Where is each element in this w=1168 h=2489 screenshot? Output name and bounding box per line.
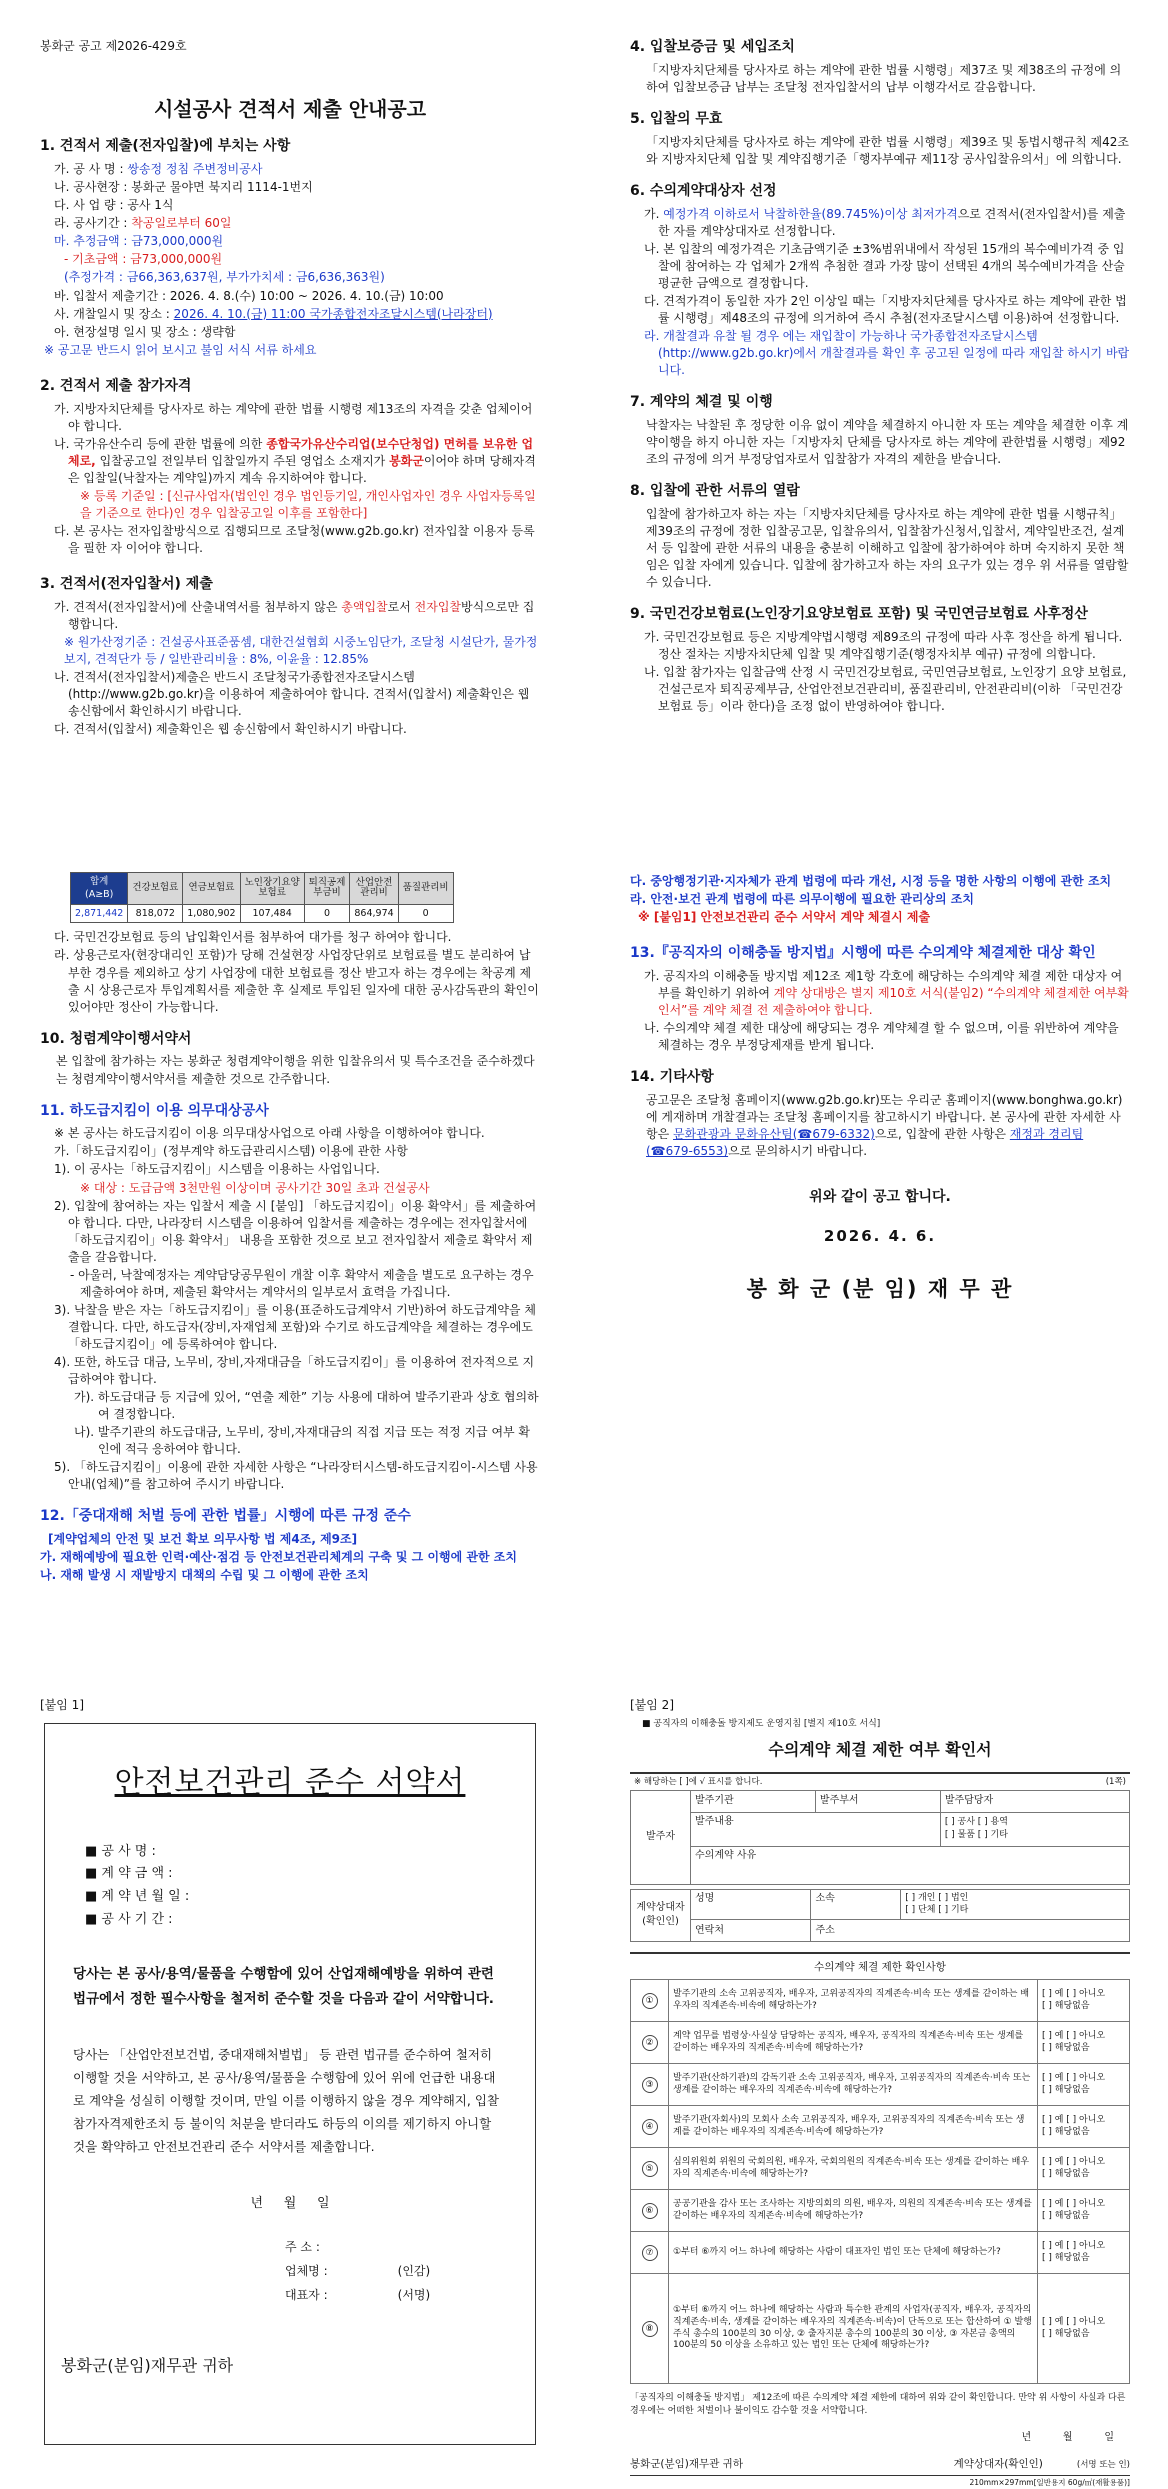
check-row [631,2190,1130,2232]
s10-heading: 10. 청렴계약이행서약서 [40,1030,192,1047]
doc-number: 봉화군 공고 제2026-429호 [40,39,187,53]
check-row-number: ④ [631,2106,669,2148]
check-row [631,2022,1130,2064]
att1-title: 안전보건관리 준수 서약서 [114,1765,466,1800]
s12-heading: 12.「중대재해 처벌 등에 관한 법률」시행에 따른 규정 준수 [40,1508,411,1525]
check-row-question: 발주기관의 소속 고위공직자, 배우자, 고위공직자의 직계존속·비속 또는 생계를 같이하는 배우자의 직계존속·비속에 해당하는가? [669,1980,1038,2022]
s12-f: ※ [붙임1] 안전보건관리 준수 서약서 계약 체결시 제출 [638,910,931,925]
s11-l4b: 나). 발주기관의 하도급대금, 노무비, 장비,자재대금의 직접 지급 또는 적정 지급 여부 확인에 적극 응하여야 합니다. [74,1424,531,1456]
att1-sign-block [285,2235,535,2307]
s12-e: 라. 안전·보건 관계 법령에 따른 의무이행에 필요한 관리상의 조치 [630,892,974,907]
fee-header: 퇴직공제 부금비 [304,873,350,905]
s1-d: 라. 공사기간 : 착공일로부터 60일 [54,216,232,231]
s12-b: 가. 재해예방에 필요한 인력·예산·점검 등 안전보건관리체계의 구축 및 그 이행에 관한 조치 [40,1549,517,1564]
s1-h: 바. 입찰서 제출기간 : 2026. 4. 8.(수) 10:00 ~ 2026. 4. 10.(금) 10:00 [54,288,444,303]
att1-date: 년 월 일 [250,2195,330,2211]
att1-p2: 당사는 「산업안전보건법, 중대재해처벌법」 등 관련 법규를 준수하여 철저히 이행할 것을 서약하고, 본 공사/용역/물품을 수행함에 있어 위에 언급한 내용대로 계약을 성실히 이행할 것이며, 만일 이를 이행하지 않을 경우 계약해지, 입찰참가자격제한조치 등 불이익 처분을 받더라도 하등의 이의를 제기하지 아니할 것을 확약하고 안전보건관리 준수 서약서를 제출합니다. [73,2046,499,2155]
att2-orderer-table [630,1790,1130,1885]
s1-c: 다. 사 업 량 : 공사 1식 [54,198,174,213]
att2-foot: 「공직자의 이해충돌 방지법」 제12조에 따른 수의계약 체결 제한에 대하여 위와 같이 확인합니다. 만약 위 사항이 사실과 다른 경우에는 어떠한 처벌이나 불이익도 감수할 것을 서약합니다. [630,2393,1126,2416]
att1-field: ■ 공 사 명 : [85,1843,156,1859]
check-row [631,2232,1130,2274]
check-row-number: ② [631,2022,669,2064]
att2-p3: 연락처 [691,1920,811,1942]
check-row-answer[interactable]: [ ] 예 [ ] 아니오 [ ] 해당없음 [1038,2232,1130,2274]
s8-text: 입찰에 참가하고자 하는 자는「지방자치단체를 당사자로 하는 계약에 관한 법률 시행규칙」제39조의 규정에 정한 입찰공고문, 입찰유의서, 입찰참가신청서,입찰서, 계약일반조건, 설계서 등 입찰에 관한 서류의 내용을 충분히 이해하고 입찰에 참가하여야 하며 숙지하지 못한 책임은 입찰 자에게 있습니다. 입찰에 참가하고자 하는 자의 요구가 있는 경우 위 서류를 열람할 수 있습니다. [646,506,1129,590]
att2-sub: 수의계약 체결 제한 확인사항 [630,1952,1130,1975]
s11-l4a: 가). 하도급대금 등 지급에 있어, “연출 제한” 기능 사용에 대하여 발주기관과 상호 협의하여 결정합니다. [74,1389,539,1421]
fee-header: 건강보험료 [128,873,183,905]
att2-oc: [ ] 공사 [ ] 용역 [ ] 물품 [ ] 기타 [940,1812,1129,1846]
right-col-2 [630,872,1130,1305]
att1-address: 주 소 : [285,2239,320,2254]
s13-heading: 13.『공직자의 이해충돌 방지법』시행에 따른 수의계약 체결제한 대상 확인 [630,945,1096,962]
fee-header: 연금보험료 [183,873,240,905]
check-row-question: 발주기관(산하기관)의 감독기관 소속 고위공직자, 배우자, 고위공직자의 직계존속·비속 또는 생계를 같이하는 배우자의 직계존속·비속에 해당하는가? [669,2064,1038,2106]
att2-party-table [630,1889,1130,1943]
s2-b-note: ※ 등록 기준일 : [신규사업자(법인인 경우 법인등기일, 개인사업자인 경우 사업자등록일을 기준으로 한다)인 경우 입찰공고일 이후를 포함한다] [80,488,536,520]
s1-g: (추정가격 : 금66,363,637원, 부가가치세 : 금6,636,363원) [64,270,385,285]
check-row-answer[interactable]: [ ] 예 [ ] 아니오 [ ] 해당없음 [1038,2022,1130,2064]
check-row-number: ③ [631,2064,669,2106]
s11-heading: 11. 하도급지킴이 이용 의무대상공사 [40,1102,269,1119]
check-row-number: ⑤ [631,2148,669,2190]
att2-mark-row [630,1772,1130,1790]
fee-header: 산업안전 관리비 [350,873,398,905]
s6-a: 가. 예정가격 이하로서 낙찰하한율(89.745%)이상 최저가격으로 견적서(전자입찰서)를 제출한 자를 계약상대자로 선정합니다. [644,206,1126,238]
fee-header-total: 합계 (A≥B) [71,873,128,905]
s2-b: 나. 국가유산수리 등에 관한 법률에 의한 종합국가유산수리업(보수단청업) 면허를 보유한 업체로, 입찰공고일 전일부터 입찰일까지 주된 영업소 소재지가 봉화군이어야 하며 당해자격은 입찰일(낙찰자는 계약일)까지 계속 유지하여야 합니다. [54,436,536,485]
s12-d: 다. 중앙행정기관·지자체가 관계 법령에 따라 개선, 시정 등을 명한 사항의 이행에 관한 조치 [630,874,1112,888]
fee-header: 품질관리비 [398,873,453,905]
att2-o3: 발주담당자 [940,1790,1129,1812]
att2-paper: 210mm×297mm[일반용지 60g/㎡(재활용품)] [969,2478,1130,2488]
s11-l5: 5). 「하도급지킴이」이용에 관한 자세한 사항은 “나라장터시스템-하도급지킴이-시스템 사용안내(업체)”를 참고하여 주시기 바랍니다. [54,1460,538,1492]
s9-c: 다. 국민건강보험료 등의 납입확인서를 첨부하여 대가를 청구 하여야 합니다. [54,930,452,945]
fee-header: 노인장기요양 보험료 [240,873,304,905]
closing-text: 위와 같이 공고 합니다. [809,1189,951,1206]
s14-text: 공고문은 조달청 홈페이지(www.g2b.go.kr)또는 우리군 홈페이지(www.bonghwa.go.kr)에 게재하며 개찰결과는 조달청 홈페이지를 참고하시기 바랍니다. 본 공사에 관한 자세한 사항은 문화관광과 문화유산팀(☎679-6332)으로, 입찰에 관한 사항은 재정과 경리팀(☎679-6553)으로 문의하시기 바랍니다. [646,1093,1123,1159]
check-row-question: 발주기관(자회사)의 모회사 소속 고위공직자, 배우자, 고위공직자의 직계존속·비속 또는 생계를 같이하는 배우자의 직계존속·비속에 해당하는가? [669,2106,1038,2148]
att2-signer: 계약상대자(확인인) (서명 또는 인) [953,2458,1130,2471]
s12-c: 나. 재해 발생 시 재발방지 대책의 수립 및 그 이행에 관한 조치 [40,1568,369,1583]
att2-o2: 발주부서 [815,1790,940,1812]
att2-p2: 소속 [811,1889,901,1920]
check-row-number: ⑧ [631,2274,669,2384]
check-row-number: ⑦ [631,2232,669,2274]
check-row-number: ⑥ [631,2190,669,2232]
att1-field: ■ 공 사 기 간 : [85,1911,173,1927]
s3-b: 나. 견적서(전자입찰서)제출은 반드시 조달청국가종합전자조달시스템(http://www.g2b.go.kr)을 이용하여 제출하여야 합니다. 견적서(입찰서) 제출확인은 웹 송신함에서 확인하시기 바랍니다. [54,669,530,718]
att1-field: ■ 계 약 금 액 : [85,1866,173,1882]
att1-field: ■ 계 약 년 월 일 : [85,1889,190,1905]
s11-l1-note: ※ 대상 : 도급금액 3천만원 이상이며 공사기간 30일 초과 건설공사 [80,1180,430,1195]
fee-cell: 107,484 [240,904,304,922]
check-row [631,2064,1130,2106]
doc-title: 시설공사 견적서 제출 안내공고 [153,97,427,122]
check-row-answer[interactable]: [ ] 예 [ ] 아니오 [ ] 해당없음 [1038,1980,1130,2022]
s6-c: 다. 견적가격이 동일한 자가 2인 이상일 때는「지방자치단체를 당사자로 하는 계약에 관한 법률 시행령」제48조의 규정에 의거하여 즉시 추첨(전자조달시스템 이용)하여 선정합니다. [644,293,1127,325]
att1-to: 봉화군(분임)재무관 귀하 [61,2355,234,2375]
att2-p4: 주소 [811,1920,1130,1942]
s10-text: 본 입찰에 참가하는 자는 봉화군 청렴계약이행을 위한 입찰유의서 및 특수조건을 준수하겠다는 청렴계약이행서약서를 제출한 것으로 간주합니다. [56,1054,535,1086]
s11-l2b: - 아울러, 낙찰예정자는 계약담당공무원이 개찰 이후 확약서 제출을 별도로 요구하는 경우 제출하여야 하며, 제출된 확약서는 계약서의 일부로서 효력을 가집니다. [70,1267,534,1299]
check-row-answer[interactable]: [ ] 예 [ ] 아니오 [ ] 해당없음 [1038,2274,1130,2384]
s11-l4: 4). 또한, 하도급 대금, 노무비, 장비,자재대금을「하도급지킴이」를 이용하여 전자적으로 지급하여야 합니다. [54,1354,535,1386]
s9-heading: 9. 국민건강보험료(노인장기요양보험료 포함) 및 국민연금보험료 사후정산 [630,606,1088,623]
check-row-answer[interactable]: [ ] 예 [ ] 아니오 [ ] 해당없음 [1038,2106,1130,2148]
left-col-2 [40,872,540,1585]
s13-a: 가. 공직자의 이해충돌 방지법 제12조 제1항 각호에 해당하는 수의계약 체결 제한 대상자 여부를 확인하기 위하여 계약 상대방은 별지 제10호 서식(붙임2) “수의계약 체결제한 여부확인서”를 계약 체결 전 제출하여야 합니다. [644,968,1129,1018]
att1-tag: [붙임 1] [40,1698,84,1712]
issuer: 봉 화 군 (분 임) 재 무 관 [746,1277,1014,1302]
att2-o1: 발주기관 [691,1790,816,1812]
s7-text: 낙찰자는 낙찰된 후 정당한 이유 없이 계약을 체결하지 아니한 자 또는 계약을 체결한 이후 계약이행을 하지 아니한 자는「지방자치 단체를 당사자로 하는 계약에 관한법률 시행령」제92조의 규정에 의거 부정당업자로서 입찰참가 자격의 제한을 받습니다. [646,417,1129,466]
right-col-1 [630,38,1130,716]
s3-a-note: ※ 원가산정기준 : 건설공사표준품셈, 대한건설협회 시중노임단가, 조달청 시설단가, 물가정보지, 견적단가 등 / 일반관리비율 : 8%, 이윤율 : 12.85% [64,634,538,666]
att2-orderer: 발주자 [631,1790,691,1884]
s4-text: 「지방자치단체를 당사자로 하는 계약에 관한 법률 시행령」제37조 및 제38조의 규정에 의하여 입찰보증금 납부는 조달청 전자입찰서의 납부 이행각서로 갈음합니다. [646,62,1122,94]
s1-i: 사. 개찰일시 및 장소 : 2026. 4. 10.(금) 11:00 국가종합전자조달시스템(나라장터) [54,306,493,321]
s14-heading: 14. 기타사항 [630,1069,714,1086]
check-row-number: ① [631,1980,669,2022]
att2-check-table [630,1979,1130,2384]
att2-o5: 수의계약 사유 [691,1846,1130,1884]
s1-k: ※ 공고문 반드시 읽어 보시고 불임 서식 서류 하세요 [44,342,317,357]
att1-firm: 업체명 : (인감) [285,2263,431,2278]
s1-e: 마. 추정금액 : 금73,000,000원 [54,234,224,249]
att2-mark: ※ 해당하는 [ ]에 √ 표시를 합니다. [634,1776,763,1787]
att2-o4: 발주내용 [691,1812,941,1846]
att1-p1: 당사는 본 공사/용역/물품을 수행함에 있어 산업재해예방을 위하여 관련 법규에서 정한 필수사항을 철저히 준수할 것을 다음과 같이 서약합니다. [73,1965,494,2008]
s1-f: - 기초금액 : 금73,000,000원 [64,252,223,267]
s13-b: 나. 수의계약 체결 제한 대상에 해당되는 경우 계약체결 할 수 없으며, 이를 위반하여 계약을 체결하는 경우 부정당제재를 받게 됩니다. [644,1021,1119,1053]
s11-a2: 가.「하도급지킴이」(정부계약 하도급관리시스템) 이용에 관한 사항 [54,1144,408,1159]
att2 [630,1697,1130,2489]
s1-a: 가. 공 사 명 : 쌍송정 정침 주변정비공사 [54,162,263,177]
check-row-question: 심의위원회 위원의 국회의원, 배우자, 국회의원의 직계존속·비속 또는 생계를 같이하는 배우자의 직계존속·비속에 해당하는가? [669,2148,1038,2190]
s5-text: 「지방자치단체를 당사자로 하는 계약에 관한 법률 시행령」제39조 및 동법시행규칙 제42조와 지방자치단체 입찰 및 계약집행기준「행자부예규 제11장 공사입찰유의서」에 의합니다. [646,134,1130,166]
s2-c: 다. 본 공사는 전자입찰방식으로 집행되므로 조달청(www.g2b.go.kr) 전자입찰 이용자 등록을 필한 자 이어야 합니다. [54,523,535,555]
att2-note: ■ 공직자의 이해충돌 방지제도 운영지침 [별지 제10호 서식] [642,1719,881,1730]
fee-cell: 818,072 [128,904,183,922]
check-row-question: ①부터 ⑥까지 어느 하나에 해당하는 사람이 대표자인 법인 또는 단체에 해당하는가? [669,2232,1038,2274]
s6-heading: 6. 수의계약대상자 선정 [630,182,777,199]
s11-l2: 2). 입찰에 참여하는 자는 입찰서 제출 시 [붙임] 「하도급지킴이」이용 확약서」를 제출하여야 합니다. 다만, 나라장터 시스템을 이용하여 입찰서를 제출하는 경우에는 전자입찰서에 「하도급지킴이」이용 확약서」 내용을 포함한 것으로 보고 전자입찰서 제출로 확약서 제출을 갈음합니다. [54,1198,537,1264]
s4-heading: 4. 입찰보증금 및 세입조치 [630,39,795,55]
att2-sign-row [630,2457,1130,2476]
att2-page: (1쪽) [1105,1776,1126,1787]
att2-party: 계약상대자 (확인인) [631,1889,691,1942]
check-row-answer[interactable]: [ ] 예 [ ] 아니오 [ ] 해당없음 [1038,2190,1130,2232]
s9-a: 가. 국민건강보험료 등은 지방계약법시행령 제89조의 규정에 따라 사후 정산을 하게 됩니다. 정산 절차는 지방자치단체 입찰 및 계약집행기준(행정자치부 예규) 규정에 의합니다. [644,629,1123,661]
check-row-answer[interactable]: [ ] 예 [ ] 아니오 [ ] 해당없음 [1038,2064,1130,2106]
fee-cell: 0 [398,904,453,922]
s1-heading: 1. 견적서 제출(전자입찰)에 부치는 사항 [40,138,291,155]
s3-heading: 3. 견적서(전자입찰서) 제출 [40,575,213,592]
att2-date: 년 월 일 [1021,2432,1114,2444]
fee-cell: 1,080,902 [183,904,240,922]
s7-heading: 7. 계약의 체결 및 이행 [630,394,773,411]
fee-table [70,872,454,923]
att2-tag: [붙임 2] [630,1698,674,1712]
att2-pc: [ ] 개인 [ ] 법인 [ ] 단체 [ ] 기타 [901,1889,1130,1920]
notice-date: 2026. 4. 6. [823,1227,937,1245]
s6-d: 라. 개찰결과 유찰 될 경우 에는 재입찰이 가능하나 국가종합전자조달시스템(http://www.g2b.go.kr)에서 개찰결과를 확인 후 공고된 일정에 따라 재입찰 하시기 바랍니다. [644,328,1130,378]
att2-to: 봉화군(분임)재무관 귀하 [630,2458,743,2471]
fee-cell: 864,974 [350,904,398,922]
att1-box [44,1723,536,2445]
check-row [631,2106,1130,2148]
check-row [631,2148,1130,2190]
s2-heading: 2. 견적서 제출 참가자격 [40,377,192,394]
s11-a: ※ 본 공사는 하도급지킴이 이용 의무대상사업으로 아래 사항을 이행하여야 합니다. [54,1126,485,1141]
s12-a: [계약업체의 안전 및 보건 확보 의무사항 법 제4조, 제9조] [48,1531,358,1546]
check-row [631,2274,1130,2384]
s11-l3: 3). 낙찰을 받은 자는「하도급지킴이」를 이용(표준하도급계약서 기반)하여 하도급계약을 체결합니다. 다만, 하도급자(장비,자재업체 포함)와 수기로 하도급계약을 체결하는 경우에도「하도급지킴이」에 등록하여야 합니다. [54,1302,536,1351]
check-row-answer[interactable]: [ ] 예 [ ] 아니오 [ ] 해당없음 [1038,2148,1130,2190]
check-row-question: 계약 업무를 법령상·사실상 담당하는 공직자, 배우자, 공직자의 직계존속·비속 또는 생계를 같이하는 배우자의 직계존속·비속에 해당하는가? [669,2022,1038,2064]
s2-a: 가. 지방자치단체를 당사자로 하는 계약에 관한 법률 시행령 제13조의 자격을 갖춘 업체이어야 합니다. [54,401,533,433]
att1-fields [85,1841,535,1932]
s1-j: 아. 현장설명 일시 및 장소 : 생략함 [54,324,236,339]
fee-cell-total: 2,871,442 [71,904,128,922]
s5-heading: 5. 입찰의 무효 [630,110,723,127]
left-col-1 [40,38,540,739]
att2-title: 수의계약 체결 제한 여부 확인서 [768,1739,992,1759]
s6-b: 나. 본 입찰의 예정가격은 기초금액기준 ±3%범위내에서 작성된 15개의 복수예비가격 중 입찰에 참여하는 각 업체가 2개씩 추첨한 결과 가장 많이 선택된 4개의 복수예비가격을 산술평균한 금액으로 결정합니다. [644,241,1125,290]
att1-rep: 대표자 : (서명) [285,2287,431,2302]
fee-cell: 0 [304,904,350,922]
s8-heading: 8. 입찰에 관한 서류의 열람 [630,483,800,500]
att2-p1: 성명 [691,1889,811,1920]
check-row-question: ①부터 ⑥까지 어느 하나에 해당하는 사람과 특수한 관계의 사업자(공직자, 배우자, 공직자의 직계존속·비속, 생계를 같이하는 배우자의 직계존속·비속)이 단독으로 또는 합산하여 ① 발행주식 총수의 100분의 30 이상, ② 출자지분 총수의 100분의 30 이상, ③ 자본금 총액의 100분의 50 이상을 소유하고 있는 법인 또는 단체에 해당하는가? [669,2274,1038,2384]
check-row-question: 공공기관을 감사 또는 조사하는 지방의회의 의원, 배우자, 의원의 직계존속·비속 또는 생계를 같이하는 배우자의 직계존속·비속에 해당하는가? [669,2190,1038,2232]
s9-b: 나. 입찰 참가자는 입찰금액 산정 시 국민건강보험료, 국민연금보험료, 노인장기 요양 보험료, 건설근로자 퇴직공제부금, 산업안전보건관리비, 품질관리비, 안전관리비(이하 「국민건강보험료 등」이라 한다)을 조정 없이 반영하여야 합니다. [644,665,1127,714]
s9-d: 라. 상용근로자(현장대리인 포함)가 당해 건설현장 사업장단위로 보험료를 별도 분리하여 납부한 경우를 제외하고 상기 사업장에 대한 보험료를 정산 받고자 하는 경우에는 착공계 제출 시 상용근로자 투입계획서를 제출한 후 실제로 투입된 일자에 대한 공사감독관의 확인이 있어야만 정산이 가능합니다. [54,948,539,1014]
s1-b: 나. 공사현장 : 봉화군 물야면 북지리 1114-1번지 [54,180,313,195]
check-row [631,1980,1130,2022]
s11-l1: 1). 이 공사는「하도급지킴이」시스템을 이용하는 사업입니다. [54,1162,380,1177]
s3-a: 가. 견적서(전자입찰서)에 산출내역서를 첨부하지 않은 총액입찰로서 전자입찰방식으로만 집행합니다. [54,599,535,631]
s3-c: 다. 견적서(입찰서) 제출확인은 웹 송신함에서 확인하시기 바랍니다. [54,721,407,736]
